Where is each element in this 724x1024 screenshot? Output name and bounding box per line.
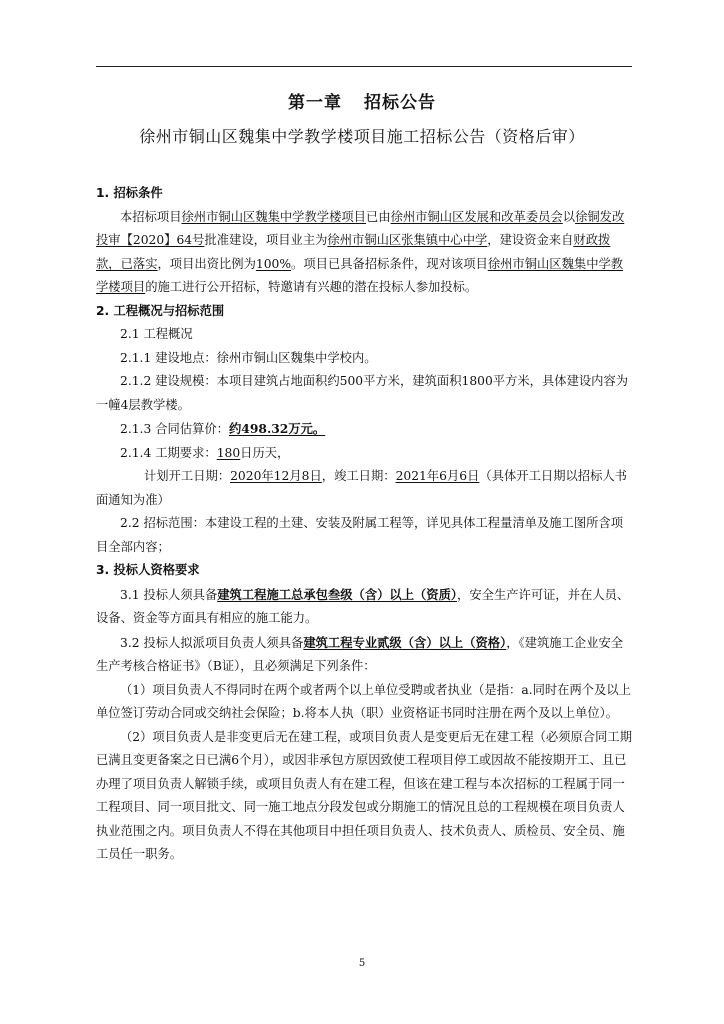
schedule-dates: 计划开工日期：2020年12月8日，竣工日期：2021年6月6日（具体开工日期以招标人书面通知为准） bbox=[96, 469, 627, 507]
chapter-number: 第一章 bbox=[288, 93, 342, 113]
duration-days: 180 bbox=[216, 445, 241, 460]
contract-price: 约498.32万元。 bbox=[228, 421, 326, 436]
chapter-heading bbox=[0, 88, 724, 113]
end-date: 2021年6月6日 bbox=[395, 469, 480, 483]
announcement-title: 徐州市铜山区魏集中学教学楼项目施工招标公告（资格后审） bbox=[139, 127, 585, 146]
section-3-heading: 3. 投标人资格要求 bbox=[96, 563, 200, 577]
section-2-2: 2.2 招标范围：本建设工程的土建、安装及附属工程等，详见具体工程量清单及施工图所含项目全部内容； bbox=[96, 516, 624, 554]
section-2-1: 2.1 工程概况 bbox=[120, 327, 193, 341]
page-number: 5 bbox=[358, 958, 366, 969]
header-rule bbox=[96, 66, 632, 67]
condition-2: （2）项目负责人是非变更后无在建工程，或项目负责人是变更后无在建工程（必须原合同工期已满且变更备案之日已满6个月），或因非承包方原因致使工程项目停工或因故不能按期开工、且已办理了项目负责人解锁手续，或项目负责人有在建工程，但该在建工程与本次招标的工程属于同一工程项目、同一项目批文、同一施工地点分段发包或分期施工的情况且总的工程规模在项目负责人执业范围之内。项目负责人不得在其他项目中担任项目负责人、技术负责人、质检员、安全员、施工员任一职务。 bbox=[96, 729, 632, 861]
section-3-2: 3.2 投标人拟派项目负责人须具备建筑工程专业贰级（含）以上（资格），《建筑施工企业安全生产考核合格证书》（B证），且必须满足下列条件： bbox=[96, 634, 624, 673]
section-2-1-1: 2.1.1 建设地点：徐州市铜山区魏集中学校内。 bbox=[120, 350, 377, 365]
section-2-heading: 2. 工程概况与招标范围 bbox=[96, 303, 225, 318]
manager-qualification: 建筑工程专业贰级（含）以上（资格） bbox=[303, 634, 507, 650]
start-date: 2020年12月8日 bbox=[230, 469, 322, 483]
condition-1: （1）项目负责人不得同时在两个或者两个以上单位受聘或者执业（是指：a.同时在两个及以上单位签订劳动合同或交纳社会保险；b.将本人执（职）业资格证书同时注册在两个及以上单位）。 bbox=[96, 682, 631, 720]
qualification-requirement: 建筑工程施工总承包叁级（含）以上（资质） bbox=[217, 586, 458, 602]
section-2-1-2: 2.1.2 建设规模：本项目建筑占地面积约500平方米，建筑面积1800平方米，具体建设内容为一幢4层教学楼。 bbox=[96, 374, 629, 412]
section-1-heading: 1. 招标条件 bbox=[96, 186, 163, 200]
section-3-1: 3.1 投标人须具备建筑工程施工总承包叁级（含）以上（资质），安全生产许可证，并在人员、设备、资金等方面具有相应的施工能力。 bbox=[96, 586, 630, 625]
document-body bbox=[96, 182, 632, 867]
section-2-1-4: 2.1.4 工期要求：180日历天， bbox=[120, 445, 290, 460]
section-2-1-3: 2.1.3 合同估算价：约498.32万元。 bbox=[120, 421, 326, 436]
chapter-title: 招标公告 bbox=[364, 93, 436, 113]
section-1-paragraph: 本招标项目徐州市铜山区魏集中学教学楼项目已由徐州市铜山区发展和改革委员会以徐铜发改投审【2020】64号批准建设，项目业主为徐州市铜山区张集镇中心中学，建设资金来自财政拨款，已落实，项目出资比例为100%。项目已具备招标条件，现对该项目徐州市铜山区魏集中学教学楼项目的施工进行公开招标，特邀请有兴趣的潜在投标人参加投标。 bbox=[96, 209, 625, 294]
